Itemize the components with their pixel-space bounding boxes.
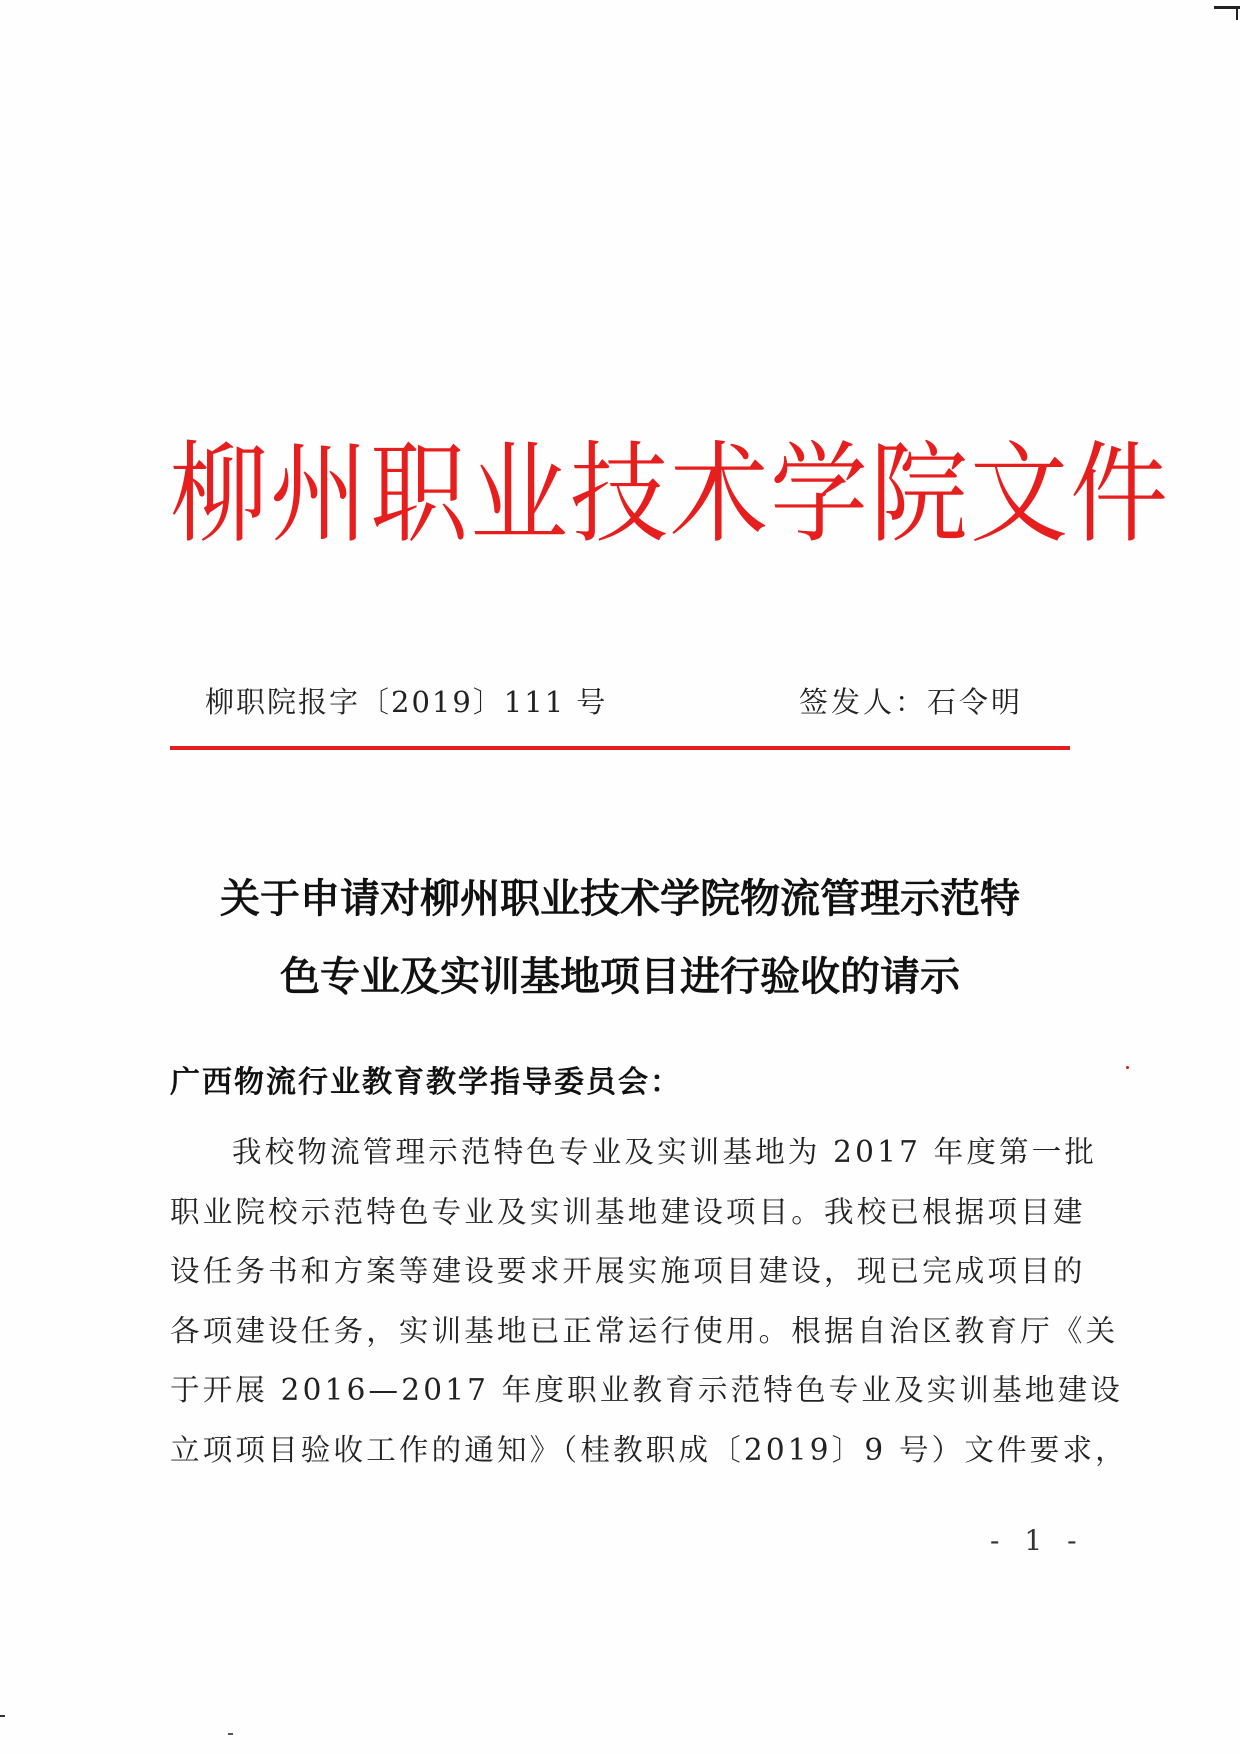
title-line: 关于申请对柳州职业技术学院物流管理示范特 bbox=[220, 876, 1020, 922]
body-line: 立项项目验收工作的通知》（桂教职成〔2019〕9 号）文件要求， bbox=[170, 1432, 1128, 1467]
scan-edge-mark-vertical bbox=[1236, 6, 1238, 20]
body-line: 各项建设任务，实训基地已正常运行使用。根据自治区教育厅《关 bbox=[170, 1313, 1119, 1348]
signer-label: 签发人： bbox=[799, 685, 928, 719]
red-ink-speck bbox=[1126, 1066, 1129, 1069]
body-line: 职业院校示范特色专业及实训基地建设项目。我校已根据项目建 bbox=[170, 1194, 1086, 1229]
scan-edge-mark-bottom-left bbox=[0, 1715, 5, 1717]
signer bbox=[799, 680, 1023, 724]
addressee: 广西物流行业教育教学指导委员会： bbox=[170, 1065, 682, 1100]
scan-speck bbox=[228, 1733, 233, 1735]
page-number: - 1 - bbox=[990, 1524, 1085, 1557]
body-line: 设任务书和方案等建设要求开展实施项目建设，现已完成项目的 bbox=[170, 1254, 1086, 1288]
body-line: 于开展 2016—2017 年度职业教育示范特色专业及实训基地建设 bbox=[170, 1373, 1124, 1407]
signer-name: 石令明 bbox=[927, 685, 1024, 719]
document-title bbox=[160, 860, 1080, 1016]
title-line: 色专业及实训基地项目进行验收的请示 bbox=[280, 954, 960, 1000]
masthead-title: 柳州职业技术学院文件 bbox=[170, 431, 1171, 560]
document-number-row bbox=[205, 680, 1075, 724]
document-number: 柳职院报字〔2019〕111 号 bbox=[205, 685, 608, 719]
red-separator-line bbox=[170, 746, 1070, 750]
body-paragraph bbox=[170, 1123, 1128, 1480]
body-line: 我校物流管理示范特色专业及实训基地为 2017 年度第一批 bbox=[232, 1135, 1098, 1169]
